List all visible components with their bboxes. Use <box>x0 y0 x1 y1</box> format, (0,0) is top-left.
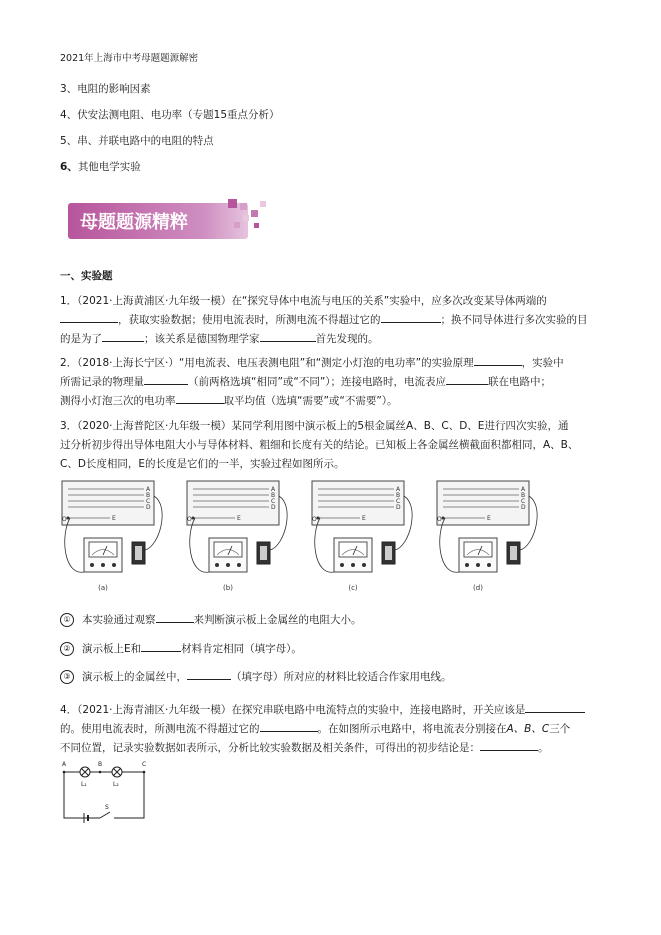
section-banner <box>68 197 273 241</box>
page-header: 2021年上海市中考母题题源解密 <box>60 53 199 64</box>
wire-label: A <box>271 486 276 493</box>
wire-label: O <box>187 516 192 523</box>
topic-item: 6、其他电学实验 <box>60 161 141 173</box>
question-1: 1．（2021·上海黄浦区·九年级一模）在“探究导体中电流与电压的关系”实验中，应多次改变某导体两端的 ，获取实验数据；使用电流表时，所测电流不得超过它的 ；换不同导体进行多次实验的目 的是为了 ；该关系是德国物理学家 首先发现的。 <box>60 295 588 345</box>
svg-text:S: S <box>105 804 109 811</box>
wire-label: C <box>396 498 401 505</box>
wire-label: E <box>362 515 366 522</box>
wire-label: B <box>521 492 526 499</box>
wire-label: B <box>271 492 276 499</box>
svg-text:C: C <box>142 761 147 768</box>
wire-label: B <box>396 492 401 499</box>
wire-label: O <box>312 516 317 523</box>
svg-text:A: A <box>62 761 67 768</box>
figure-label: (c) <box>348 584 358 592</box>
question-3-sub2: ② 演示板上E和 材料肯定相同（填字母）。 <box>60 640 616 659</box>
wire-label: C <box>146 498 151 505</box>
wire-label: B <box>146 492 151 499</box>
wire-label: A <box>396 486 401 493</box>
wire-label: O <box>437 516 442 523</box>
wire-label: E <box>237 515 241 522</box>
wire-label: C <box>521 498 526 505</box>
question-3-sub1: ① 本实验通过观察 来判断演示板上金属丝的电阻大小。 <box>60 611 616 630</box>
wire-label: C <box>271 498 276 505</box>
wire-label: D <box>146 504 151 511</box>
wire-label: A <box>521 486 526 493</box>
wire-label: E <box>487 515 491 522</box>
section-title: 一、实验题 <box>60 270 113 282</box>
circuit-diagram <box>62 758 152 824</box>
wire-label: A <box>146 486 151 493</box>
topic-item: 4、伏安法测电阻、电功率（专题15重点分析） <box>60 109 280 121</box>
experiment-figures <box>60 476 540 596</box>
wire-label: D <box>521 504 526 511</box>
topic-item: 5、串、并联电路中的电阻的特点 <box>60 135 214 147</box>
svg-text:L₂: L₂ <box>113 781 119 788</box>
wire-label: O <box>62 516 67 523</box>
wire-label: E <box>112 515 116 522</box>
wire-label: D <box>396 504 401 511</box>
wire-label: D <box>271 504 276 511</box>
figure-label: (a) <box>98 584 108 592</box>
switch-icon <box>100 812 110 818</box>
svg-text:B: B <box>98 761 103 768</box>
question-3: 3．（2020·上海普陀区·九年级一模）某同学利用图中演示板上的5根金属丝A、B、C、D、E进行四次实验，通 过分析初步得出导体电阻大小与导体材料、粗细和长度有关的结论。已知板上各金属丝横截面积都相同，A、B、 C、D长度相同，E的长度是它们的一半，实验过程如图所示。 <box>60 420 579 470</box>
figure-label: (b) <box>223 584 233 592</box>
question-2: 2．（2018·上海长宁区·）“用电流表、电压表测电阻”和“测定小灯泡的电功率”的实验原理 ，实验中 所需记录的物理量 （前两格选填“相同”或“不同”）；连接电路时，电流表应 联在电路中； 测得小灯泡三次的电功率 取平均值（选填“需要”或“不需要”）。 <box>60 354 616 411</box>
banner-title: 母题题源精粹 <box>80 212 188 233</box>
svg-text:L₁: L₁ <box>81 781 87 788</box>
question-3-sub3: ③ 演示板上的金属丝中， （填字母）所对应的材料比较适合作家用电线。 <box>60 668 616 687</box>
topic-item: 3、电阻的影响因素 <box>60 83 151 95</box>
question-4: 4．（2021·上海青浦区·九年级一模）在探究串联电路中电流特点的实验中，连接电路时，开关应该是 的。使用电流表时，所测电流不得超过它的 。在如图所示电路中，将电流表分别接在A、B、C三个 不同位置，记录实验数据如表所示，分析比较实验数据及相关条件，可得出的初步结论是： 。 <box>60 701 616 758</box>
figure-label: (d) <box>473 584 483 592</box>
